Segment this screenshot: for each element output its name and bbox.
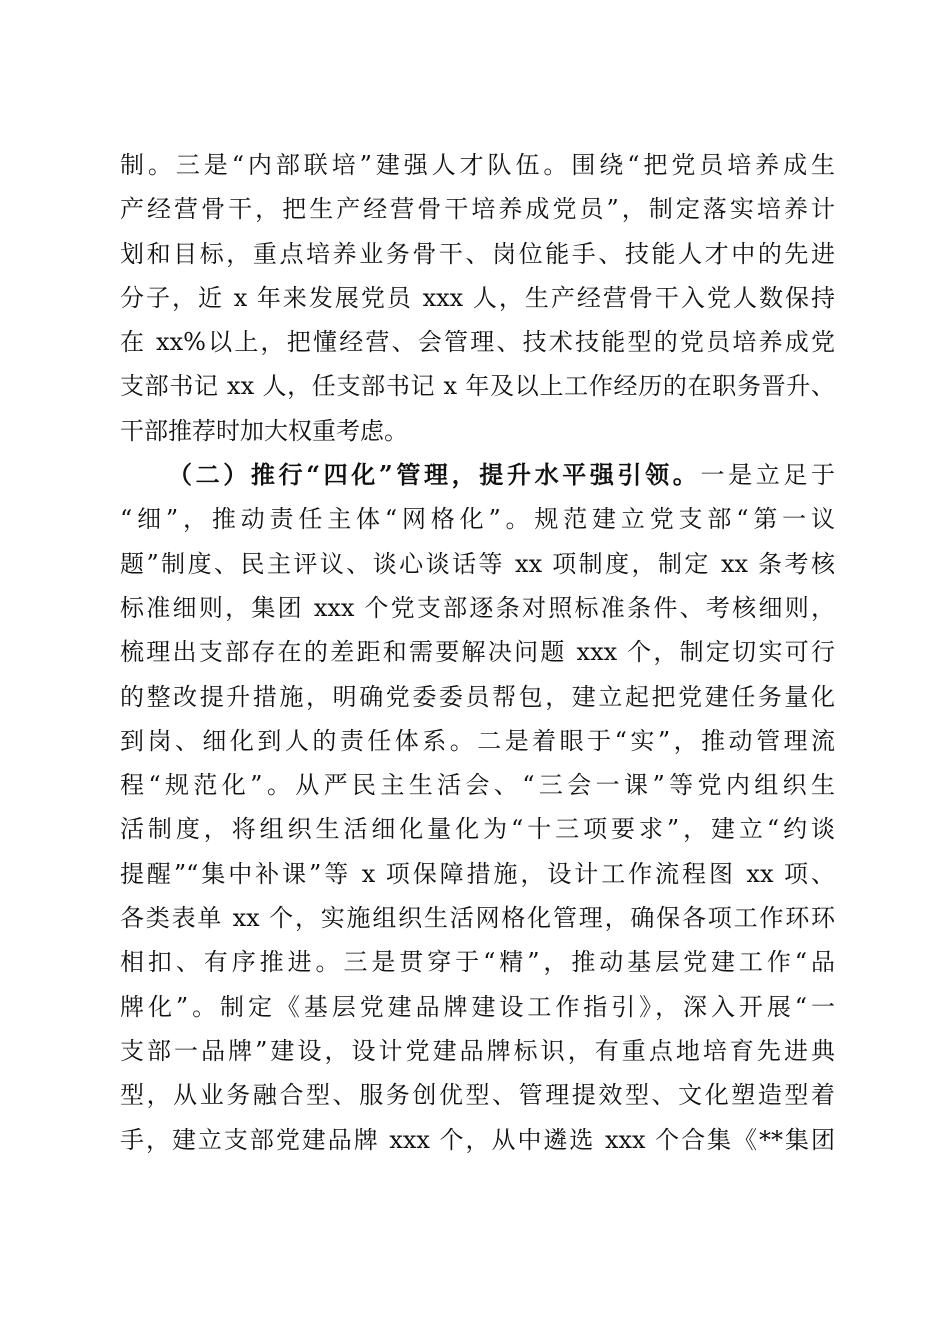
text-line: 手，建立支部党建品牌 xxx 个，从中遴选 xxx 个合集《**集团 <box>120 1125 835 1154</box>
text-line: 干部推荐时加大权重考虑。 <box>120 416 408 445</box>
text-line: “细”，推动责任主体“网格化”。规范建立党支部“第一议 <box>120 505 835 534</box>
text-line: 支部一品牌”建设，设计党建品牌标识，有重点地培育先进典 <box>120 1036 835 1065</box>
text-line: 制。三是“内部联培”建强人才队伍。围绕“把党员培养成生 <box>120 151 835 179</box>
text-line: 各类表单 xx 个，实施组织生活网格化管理，确保各项工作环环 <box>120 904 835 933</box>
text-line: 题”制度、民主评议、谈心谈话等 xx 项制度，制定 xx 条考核 <box>120 549 835 578</box>
document-body <box>120 143 835 1162</box>
text-line: 在 xx%以上，把懂经营、会管理、技术技能型的党员培养成党 <box>120 328 835 357</box>
text-line: 提醒”“集中补课”等 x 项保障措施，设计工作流程图 xx 项、 <box>120 859 835 888</box>
text-line: 梳理出支部存在的差距和需要解决问题 xxx 个，制定切实可行 <box>120 638 835 667</box>
text-line: 到岗、细化到人的责任体系。二是着眼于“实”，推动管理流 <box>120 726 835 755</box>
text-line: 的整改提升措施，明确党委委员帮包，建立起把党建任务量化 <box>120 682 835 711</box>
heading-line-rest: 一是立足于 <box>700 461 836 490</box>
text-line: 支部书记 xx 人，任支部书记 x 年及以上工作经历的在职务晋升、 <box>120 372 835 401</box>
text-line: 程“规范化”。从严民主生活会、“三会一课”等党内组织生 <box>120 771 835 800</box>
text-line: 牌化”。制定《基层党建品牌建设工作指引》，深入开展“一 <box>120 992 835 1021</box>
text-line: 型，从业务融合型、服务创优型、管理提效型、文化塑造型着 <box>120 1081 835 1110</box>
text-line: 划和目标，重点培养业务骨干、岗位能手、技能人才中的先进 <box>120 239 835 268</box>
text-line: 相扣、有序推进。三是贯穿于“精”，推动基层党建工作“品 <box>120 948 835 977</box>
section-heading: （二）推行“四化”管理，提升水平强引领。 <box>168 460 701 490</box>
text-line: 活制度，将组织生活细化量化为“十三项要求”，建立“约谈 <box>120 815 835 844</box>
text-line: 标准细则，集团 xxx 个党支部逐条对照标准条件、考核细则， <box>120 593 835 622</box>
section-heading-line <box>120 453 835 497</box>
text-line: 分子，近 x 年来发展党员 xxx 人，生产经营骨干入党人数保持 <box>120 283 835 312</box>
text-line: 产经营骨干，把生产经营骨干培养成党员”，制定落实培养计 <box>120 195 835 224</box>
